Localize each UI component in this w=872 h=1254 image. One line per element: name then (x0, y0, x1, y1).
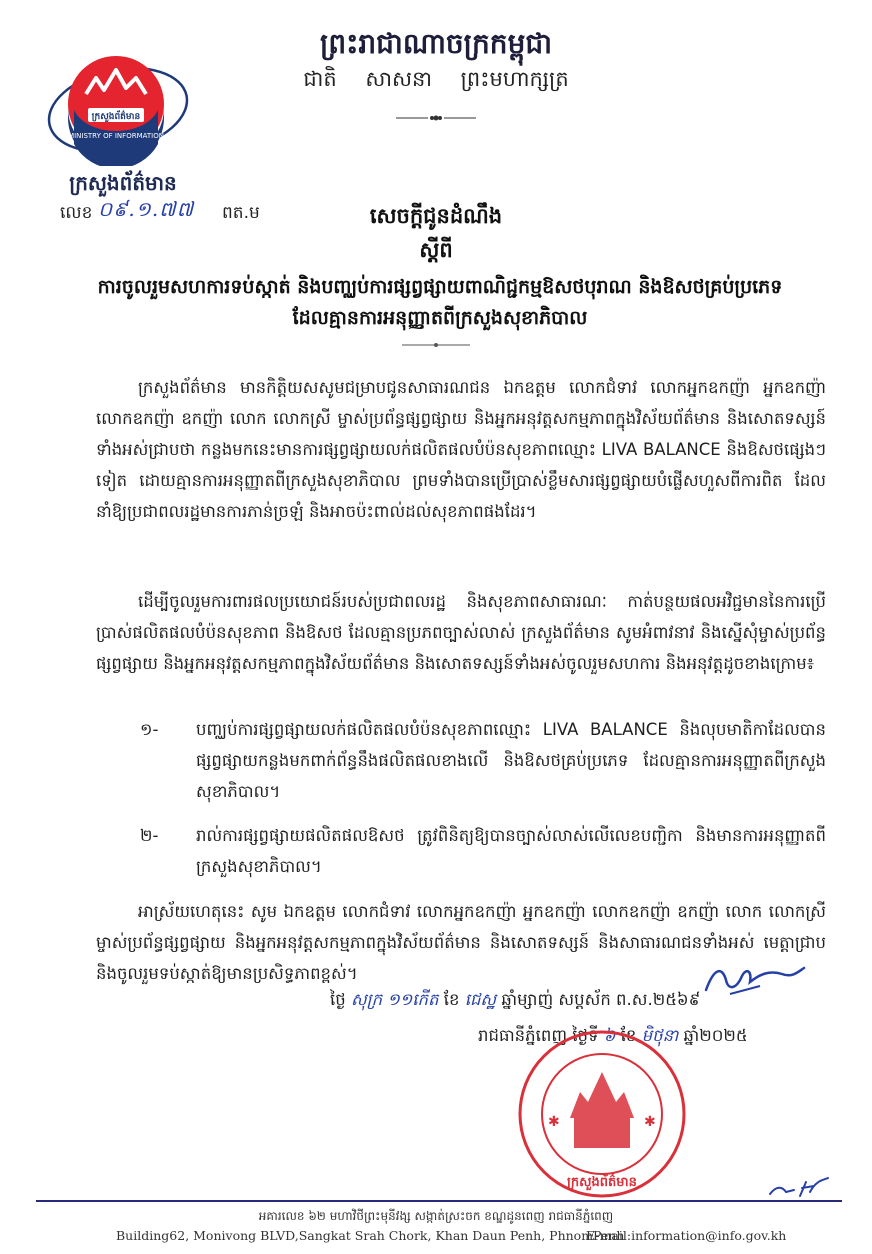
title-divider (402, 341, 470, 349)
reference-number: ០៩.១.៧៧ (98, 197, 194, 221)
logo-kh-label: ក្រសួងព័ត៌មាន (91, 112, 141, 122)
lunar-month-handwritten: ជេស្ឋ (464, 990, 497, 1009)
footer-email: E-mail:information@info.gov.kh (586, 1228, 787, 1243)
subject-title: ការចូលរួមសហការទប់ស្កាត់ និងបញ្ឈប់ការផ្សព្វផ្សាយពាណិជ្ជកម្មឱសថបុរាណ និងឱសថគ្រប់ប្រភេទដែលគ្មានការអនុញ្ញាតពីក្រសួងសុខាភិបាល (97, 276, 783, 329)
document-type: សេចក្តីជូនដំណឹង (369, 203, 503, 228)
ornament-divider (396, 112, 476, 124)
list-item-text: បញ្ឈប់ការផ្សព្វផ្សាយលក់ផលិតផលបំប៉នសុខភាពឈ្មោះ LIVA BALANCE និងលុបមាតិកាដែលបានផ្សព្វផ្សាយកន្លងមកពាក់ព័ន្ធនឹងផលិតផលខាងលើ និងឱសថគ្រប់ប្រភេទ ដែលគ្មានការអនុញ្ញាតពីក្រសួងសុខាភិបាល។ (196, 720, 826, 801)
paragraph-request: ដើម្បីចូលរួមការពារផលប្រយោជន៍របស់ប្រជាពលរដ្ឋ និងសុខភាពសាធារណៈ កាត់បន្ថយផលអវិជ្ជមាននៃការប្រើប្រាស់ផលិតផលបំប៉នសុខភាព និងឱសថ ដែលគ្មានប្រភពច្បាស់លាស់ ក្រសួងព័ត៌មាន សូមអំពាវនាវ និងស្នើសុំម្ចាស់ប្រព័ន្ធផ្សព្វផ្សាយ និងអ្នកអនុវត្តសកម្មភាពក្នុងវិស័យព័ត៌មាន និងសោតទស្សន៍ទាំងអស់ចូលរួមសហការ និងអនុវត្តដូចខាងក្រោម៖ (96, 592, 826, 673)
paragraph-intro: ក្រសួងព័ត៌មាន មានកិត្តិយសសូមជម្រាបជូនសាធារណជន ឯកឧត្តម លោកជំទាវ លោកអ្នកឧកញ៉ា អ្នកឧកញ៉ា លោកឧកញ៉ា ឧកញ៉ា លោក លោកស្រី ម្ចាស់ប្រព័ន្ធផ្សព្វផ្សាយ និងអ្នកអនុវត្តសកម្មភាពក្នុងវិស័យព័ត៌មាន និងសោតទស្សន៍ទាំងអស់ជ្រាបថា កន្លងមកនេះមានការផ្សព្វផ្សាយលក់ផលិតផលបំប៉នសុខភាពឈ្មោះ LIVA BALANCE និងឱសថផ្សេងៗទៀត ដោយគ្មានការអនុញ្ញាតពីក្រសួងសុខាភិបាល ព្រមទាំងបានប្រើប្រាស់ខ្លឹមសារផ្សព្វផ្សាយបំផ្លើសហួសពីការពិត ដែលនាំឱ្យប្រជាពលរដ្ឋមានការភាន់ច្រឡំ និងអាចប៉ះពាល់ដល់សុខភាពផងដែរ។ (96, 378, 826, 521)
footer-address-en: Building62, Monivong BLVD,Sangkat Srah Chork, Khan Daun Penh, PhnomPenh (116, 1228, 625, 1243)
seal-text: ក្រសួងព័ត៌មាន (567, 1175, 637, 1190)
list-item-number: ២- (140, 826, 159, 845)
ministry-name: ក្រសួងព័ត៌មាន (69, 171, 177, 195)
logo-text: MINISTRY OF INFORMATION (68, 132, 164, 140)
list-item-text: រាល់ការផ្សព្វផ្សាយផលិតផលឱសថ ត្រូវពិនិត្យឱ្យបានច្បាស់លាស់លើលេខបញ្ជិកា និងមានការអនុញ្ញាតពីក្រសួងសុខាភិបាល។ (196, 826, 826, 876)
city-year: ឆ្នាំ២០២៥ (683, 1026, 748, 1045)
official-seal (516, 1028, 688, 1200)
city-month-label: ខែ (620, 1026, 637, 1045)
svg-text:✱: ✱ (644, 1114, 656, 1130)
paragraph-closing: អាស្រ័យហេតុនេះ សូម ឯកឧត្តម លោកជំទាវ លោកអ្នកឧកញ៉ា អ្នកឧកញ៉ា លោកឧកញ៉ា ឧកញ៉ា លោក លោកស្រីម្ចាស់ប្រព័ន្ធផ្សព្វផ្សាយ និងអ្នកអនុវត្តសកម្មភាពក្នុងវិស័យព័ត៌មាន និងសោតទស្សន៍ និងសាធារណជនទាំងអស់ មេត្តាជ្រាប និងចូលរួមទប់ស្កាត់ឱ្យមានប្រសិទ្ធភាពខ្ពស់។ (96, 902, 826, 983)
signature-mark (700, 960, 810, 1000)
city-label: រាជធានីភ្នំពេញ ថ្ងៃទី (478, 1026, 599, 1045)
footer-address-kh: អគារលេខ ៦២ មហាវិថីព្រះមុនីវង្ស សង្កាត់ស្រះចក ខណ្ឌដូនពេញ រាជធានីភ្នំពេញ (258, 1209, 614, 1223)
list-item-number: ១- (140, 720, 159, 739)
lunar-day-handwritten: សុក្រ ១១កើត (350, 990, 439, 1009)
reference-label: លេខ (60, 203, 93, 223)
kingdom-heading: ព្រះរាជាណាចក្រកម្ពុជា (319, 27, 552, 60)
city-day-handwritten: ៦ (603, 1026, 616, 1045)
buddhist-year: ឆ្នាំម្សាញ់ សប្តស័ក ព.ស.២៥៦៩ (501, 990, 701, 1009)
lunar-date-line (330, 990, 700, 1014)
ministry-logo (40, 48, 190, 166)
regarding-label: ស្តីពី (419, 237, 453, 262)
footer-divider (36, 1200, 842, 1202)
svg-text:✱: ✱ (548, 1114, 560, 1130)
city-month-handwritten: មិថុនា (641, 1026, 679, 1045)
day-label: ថ្ងៃ (330, 990, 346, 1009)
national-motto: ជាតិ សាសនា ព្រះមហាក្សត្រ (303, 67, 569, 91)
list-item (140, 714, 826, 807)
month-label: ខែ (443, 990, 460, 1009)
list-item (140, 820, 826, 882)
reference-suffix: ពត.ម (222, 203, 260, 223)
